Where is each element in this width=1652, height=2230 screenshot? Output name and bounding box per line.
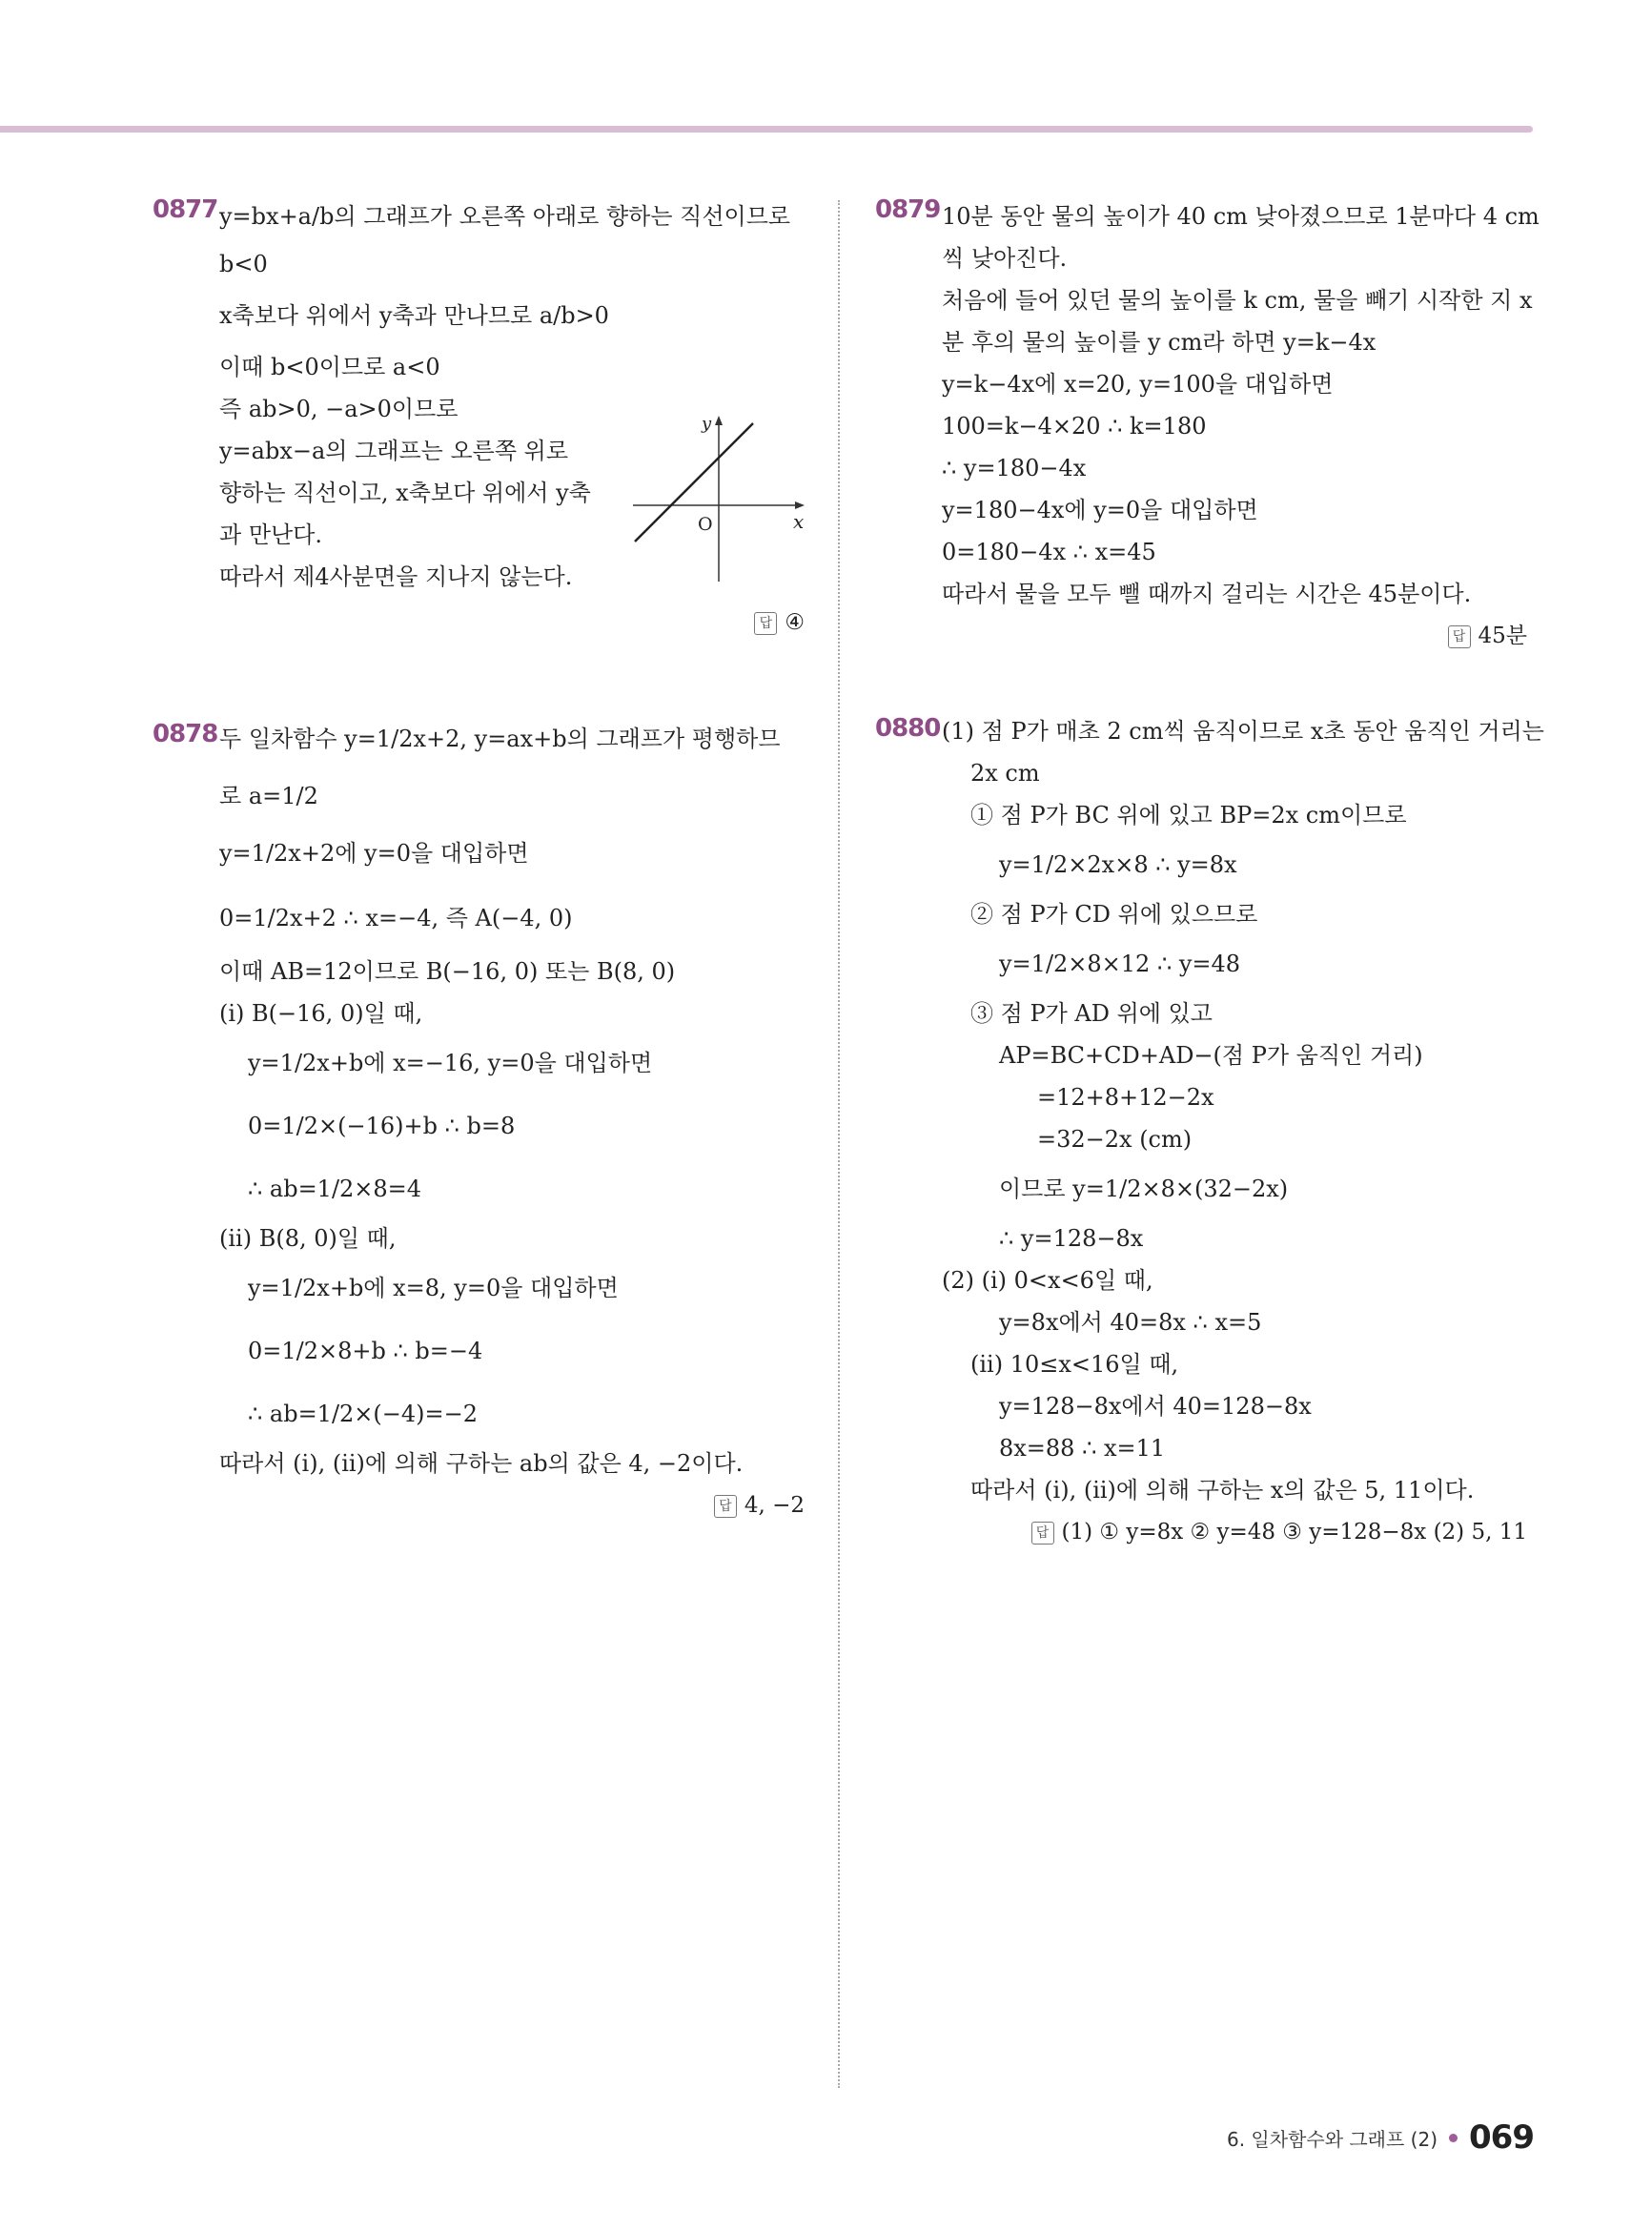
solution-line: y=180−4x에 y=0을 대입하면 xyxy=(942,497,1258,523)
solution-line: y=128−8x에서 40=128−8x xyxy=(999,1393,1312,1420)
solution-body xyxy=(875,195,1540,657)
solution-line: ∴ y=128−8x xyxy=(999,1225,1144,1252)
solution-line: 따라서 (i), (ii)에 의해 구하는 ab의 값은 4, −2이다. xyxy=(219,1450,744,1477)
solution-line: y=1/2x+b에 x=8, y=0을 대입하면 xyxy=(248,1275,619,1301)
solution-line: y=bx+a/b의 그래프가 오른쪽 아래로 향하는 직선이므로 xyxy=(219,203,791,230)
solution-line: =32−2x (cm) xyxy=(1037,1126,1193,1153)
problem-0880 xyxy=(875,710,1544,1553)
solution-line: y=abx−a의 그래프는 오른쪽 위로 xyxy=(219,438,569,464)
right-column xyxy=(875,195,1544,1553)
answer-text: 45분 xyxy=(1478,624,1527,648)
solution-line: ① 점 P가 BC 위에 있고 BP=2x cm이므로 xyxy=(970,802,1407,829)
solution-line: ∴ ab=1/2×8=4 xyxy=(248,1176,422,1202)
line-graph-figure xyxy=(629,410,810,586)
problem-0878 xyxy=(153,710,810,1526)
solution-line: (2) (i) 0<x<6일 때, xyxy=(942,1267,1153,1294)
solution-line: y=1/2x+2에 y=0을 대입하면 xyxy=(219,840,529,867)
problem-0877 xyxy=(153,195,810,653)
y-axis-arrow xyxy=(715,416,723,425)
chapter-title: 6. 일차함수와 그래프 (2) xyxy=(1226,2127,1438,2151)
solution-line: 0=1/2×(−16)+b ∴ b=8 xyxy=(248,1113,516,1139)
solution-body xyxy=(153,710,810,1526)
bullet-dot-icon xyxy=(1449,2134,1458,2142)
solution-line: 10분 동안 물의 높이가 40 cm 낮아졌으므로 1분마다 4 cm xyxy=(942,203,1540,230)
answer-mark: 답 xyxy=(1448,625,1471,648)
solution-line: ③ 점 P가 AD 위에 있고 xyxy=(970,1000,1213,1027)
page-number: 069 xyxy=(1469,2118,1534,2157)
solution-line: 0=1/2×8+b ∴ b=−4 xyxy=(248,1338,483,1364)
solution-line: (ii) B(8, 0)일 때, xyxy=(219,1225,397,1252)
solution-line: 로 a=1/2 xyxy=(219,783,318,809)
solution-line: 두 일차함수 y=1/2x+2, y=ax+b의 그래프가 평행하므 xyxy=(219,726,781,752)
solution-line: 따라서 (i), (ii)에 의해 구하는 x의 값은 5, 11이다. xyxy=(970,1477,1475,1504)
solution-line: 이므로 y=1/2×8×(32−2x) xyxy=(999,1176,1289,1202)
solution-line: 8x=88 ∴ x=11 xyxy=(999,1435,1166,1462)
solution-line: ② 점 P가 CD 위에 있으므로 xyxy=(970,901,1258,928)
graph-line xyxy=(635,423,753,542)
column-divider xyxy=(838,200,840,2088)
header-rule xyxy=(0,126,1533,133)
x-axis-arrow xyxy=(795,501,805,509)
y-axis-label: y xyxy=(702,414,712,434)
solution-line: 과 만난다. xyxy=(219,522,322,548)
solution-line: =12+8+12−2x xyxy=(1037,1084,1214,1111)
answer xyxy=(153,602,810,644)
solution-line: (ii) 10≤x<16일 때, xyxy=(970,1351,1179,1378)
answer-text: (1) ① y=8x ② y=48 ③ y=128−8x (2) 5, 11 xyxy=(1061,1520,1527,1545)
solution-line: ∴ ab=1/2×(−4)=−2 xyxy=(248,1401,479,1427)
solution-line: 즉 ab>0, −a>0이므로 xyxy=(219,396,459,422)
solution-line: 이때 AB=12이므로 B(−16, 0) 또는 B(8, 0) xyxy=(219,958,676,985)
problem-number: 0880 xyxy=(875,714,941,743)
answer-mark: 답 xyxy=(754,612,777,635)
solution-line: 씩 낮아진다. xyxy=(942,245,1068,272)
solution-body xyxy=(875,710,1544,1553)
problem-number: 0877 xyxy=(153,195,218,224)
solution-line: 처음에 들어 있던 물의 높이를 k cm, 물을 빼기 시작한 지 x xyxy=(942,287,1533,314)
solution-line: 0=180−4x ∴ x=45 xyxy=(942,539,1156,565)
solution-line: 2x cm xyxy=(970,760,1040,787)
problem-0879 xyxy=(875,195,1540,653)
answer xyxy=(875,615,1533,657)
solution-line: b<0 xyxy=(219,251,268,277)
solution-line: y=8x에서 40=8x ∴ x=5 xyxy=(999,1309,1262,1336)
problem-number: 0879 xyxy=(875,195,941,224)
answer-text: 4, −2 xyxy=(744,1493,805,1518)
solution-line: x축보다 위에서 y축과 만나므로 a/b>0 xyxy=(219,302,609,329)
solution-line: y=1/2×8×12 ∴ y=48 xyxy=(999,951,1241,977)
answer-mark: 답 xyxy=(714,1495,737,1518)
left-column xyxy=(153,195,810,1526)
solution-line: AP=BC+CD+AD−(점 P가 움직인 거리) xyxy=(999,1042,1423,1069)
solution-line: (i) B(−16, 0)일 때, xyxy=(219,1000,423,1027)
solution-line: y=k−4x에 x=20, y=100을 대입하면 xyxy=(942,371,1334,398)
solution-line: (1) 점 P가 매초 2 cm씩 움직이므로 x초 동안 움직인 거리는 xyxy=(942,718,1544,745)
solution-line: ∴ y=180−4x xyxy=(942,455,1087,481)
answer xyxy=(875,1511,1533,1553)
page-footer xyxy=(1227,2118,1534,2157)
solution-line: y=1/2x+b에 x=−16, y=0을 대입하면 xyxy=(248,1050,653,1076)
solution-line: y=1/2×2x×8 ∴ y=8x xyxy=(999,851,1237,878)
solution-line: 따라서 물을 모두 뺄 때까지 걸리는 시간은 45분이다. xyxy=(942,581,1472,607)
solution-line: 100=k−4×20 ∴ k=180 xyxy=(942,413,1207,440)
solution-line: 분 후의 물의 높이를 y cm라 하면 y=k−4x xyxy=(942,329,1377,356)
solution-line: 이때 b<0이므로 a<0 xyxy=(219,354,440,380)
solution-line: 향하는 직선이고, x축보다 위에서 y축 xyxy=(219,480,591,506)
problem-number: 0878 xyxy=(153,720,218,748)
x-axis-label: x xyxy=(793,510,805,533)
answer-text: ④ xyxy=(785,610,805,635)
origin-label: O xyxy=(698,514,713,535)
solution-line: 0=1/2x+2 ∴ x=−4, 즉 A(−4, 0) xyxy=(219,905,573,931)
solution-line: 따라서 제4사분면을 지나지 않는다. xyxy=(219,563,573,590)
answer-mark: 답 xyxy=(1031,1522,1054,1545)
answer xyxy=(153,1484,810,1526)
